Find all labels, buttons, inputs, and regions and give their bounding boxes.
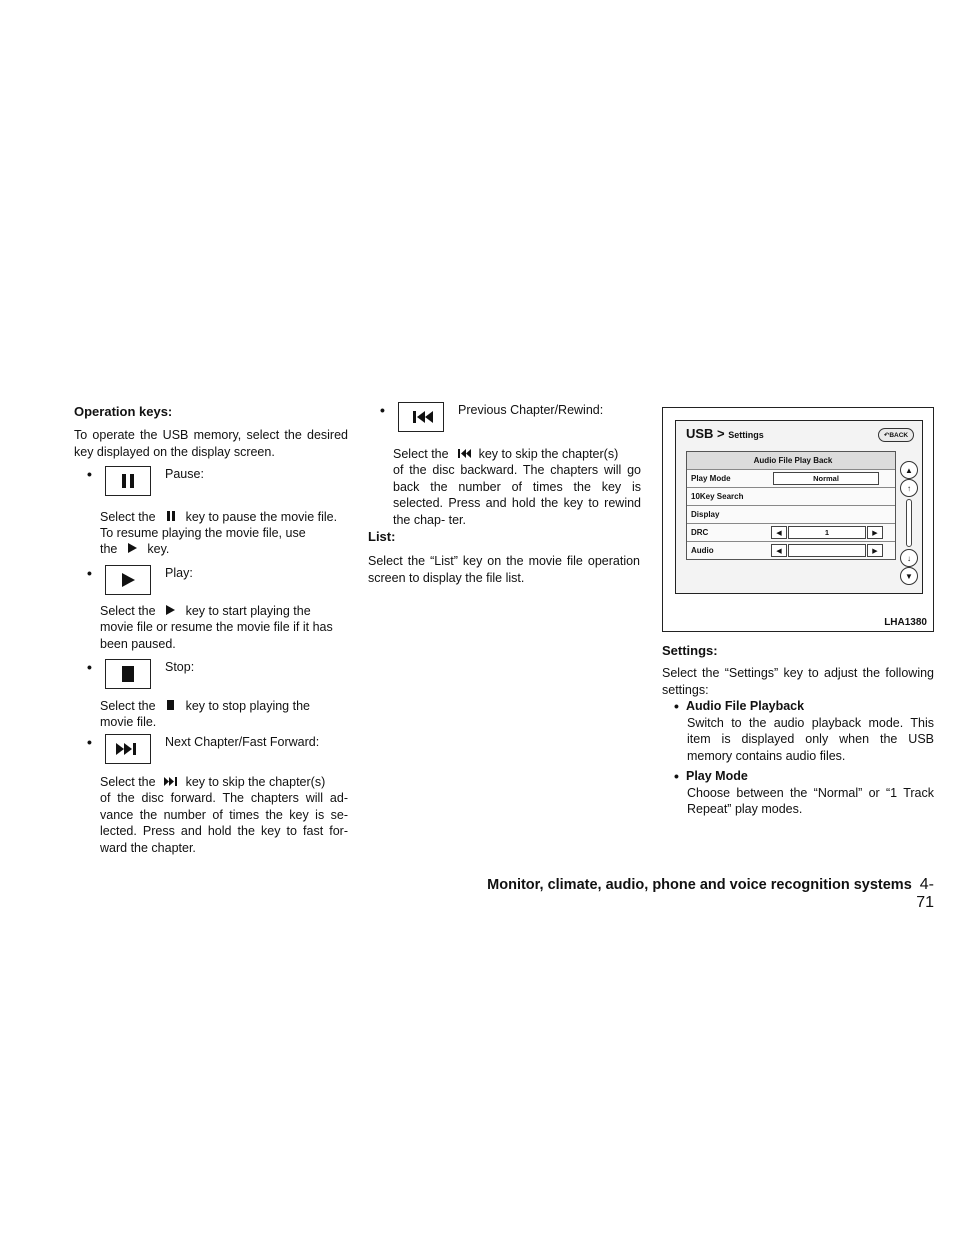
next-chapter-icon: [156, 774, 186, 791]
page-down-icon[interactable]: ▼: [900, 567, 918, 585]
drc-row: [687, 524, 895, 542]
pause-desc-line3: the key.: [100, 542, 170, 556]
scroll-track[interactable]: [906, 499, 912, 547]
stop-icon: [156, 698, 186, 715]
stop-desc-rest: movie file.: [100, 715, 157, 729]
settings-list: [686, 451, 896, 560]
page-up-icon[interactable]: ▲: [900, 461, 918, 479]
scroll-down-icon[interactable]: ↓: [900, 549, 918, 567]
item-desc: Choose between the “Normal” or “1 Track Repeat” play modes.: [687, 785, 934, 816]
play-key-item: [87, 565, 193, 595]
settings-body: Select the “Settings” key to adjust the following settings:: [662, 666, 934, 697]
row-label: Audio File Play Back: [753, 456, 833, 465]
row-label: DRC: [691, 528, 709, 537]
operation-keys-intro: To operate the USB memory, select the desired key displayed on the display screen.: [74, 428, 348, 459]
next-chapter-key-button[interactable]: [105, 734, 151, 764]
operation-keys-heading: Operation keys:: [74, 404, 173, 419]
bullet: •: [87, 659, 92, 675]
page-footer: [470, 876, 934, 912]
play-key-button[interactable]: [105, 565, 151, 595]
prev-chapter-icon: [449, 446, 479, 463]
play-icon: [156, 603, 186, 620]
play-mode-row[interactable]: [687, 470, 895, 488]
pause-key-item: [87, 466, 204, 496]
scrollbar[interactable]: [900, 461, 918, 591]
prev-chapter-key-label: Previous Chapter/Rewind:: [458, 403, 604, 417]
pause-desc-line1: Select the key to pause the movie file.: [100, 510, 338, 524]
next-key-item: [87, 734, 319, 764]
next-desc-line1: Select the key to skip the chapter(s): [100, 775, 326, 789]
prev-key-item: [380, 402, 603, 432]
figure-caption: LHA1380: [884, 617, 927, 628]
row-label: 10Key Search: [691, 492, 744, 501]
bullet: •: [87, 734, 92, 750]
prev-chapter-icon: [409, 411, 433, 423]
10key-search-row[interactable]: [687, 488, 895, 506]
pause-icon: [121, 473, 135, 489]
play-desc-line1: Select the key to start playing the: [100, 604, 311, 618]
stop-icon: [122, 666, 134, 682]
prev-desc-line1: Select the key to skip the chapter(s): [393, 447, 619, 461]
settings-screen: [675, 420, 923, 594]
settings-item-audio-file-playback: [674, 698, 934, 764]
prev-chapter-key-button[interactable]: [398, 402, 444, 432]
scroll-up-icon[interactable]: ↑: [900, 479, 918, 497]
item-title: Play Mode: [686, 769, 748, 783]
screen-title: USB > Settings: [686, 426, 764, 441]
settings-item-play-mode: [674, 768, 934, 818]
footer-section-title: Monitor, climate, audio, phone and voice recognition systems: [487, 877, 912, 893]
list-heading: List:: [368, 529, 396, 544]
pause-key-label: Pause:: [165, 467, 204, 481]
back-button[interactable]: ↶ BACK: [878, 428, 914, 442]
bullet: •: [87, 466, 92, 482]
row-label: Audio: [691, 546, 714, 555]
pause-key-button[interactable]: [105, 466, 151, 496]
drc-right-arrow-icon[interactable]: ▶: [867, 526, 883, 539]
stop-key-item: [87, 659, 194, 689]
settings-heading: Settings:: [662, 643, 718, 658]
page-number: 4-71: [916, 876, 934, 911]
item-desc: Switch to the audio playback mode. This item is displayed only when the USB memory contains audio files.: [687, 715, 934, 763]
display-row[interactable]: [687, 506, 895, 524]
row-label: Display: [691, 510, 720, 519]
audio-left-arrow-icon[interactable]: ◀: [771, 544, 787, 557]
audio-row: [687, 542, 895, 559]
prev-desc-rest: of the disc backward. The chapters will go back the number of times the key is selected. Press and hold the key to rewind the chap- ter.: [393, 463, 641, 527]
audio-value: [788, 544, 866, 557]
audio-file-playback-row[interactable]: [687, 452, 895, 470]
audio-right-arrow-icon[interactable]: ▶: [867, 544, 883, 557]
bullet: •: [87, 565, 92, 581]
pause-desc-line2: To resume playing the movie file, use: [100, 526, 306, 540]
next-chapter-key-label: Next Chapter/Fast Forward:: [165, 735, 320, 749]
pause-icon: [156, 509, 186, 526]
stop-key-label: Stop:: [165, 660, 195, 674]
play-mode-value: Normal: [773, 472, 879, 485]
item-title: Audio File Playback: [686, 699, 805, 713]
drc-value: 1: [788, 526, 866, 539]
play-icon: [117, 541, 147, 558]
stop-key-button[interactable]: [105, 659, 151, 689]
back-arrow-icon: ↶: [883, 432, 890, 439]
stop-desc-line1: Select the key to stop playing the: [100, 699, 310, 713]
play-key-label: Play:: [165, 566, 193, 580]
list-body: Select the “List” key on the movie file operation screen to display the file list.: [368, 554, 640, 585]
play-desc-rest: movie file or resume the movie file if it has been paused.: [100, 620, 333, 651]
settings-screen-figure: [662, 407, 934, 632]
next-chapter-icon: [116, 743, 140, 755]
bullet: •: [674, 698, 679, 714]
row-label: Play Mode: [691, 474, 731, 483]
play-icon: [121, 573, 135, 587]
next-desc-rest: of the disc forward. The chapters will ad- vance the number of times the key is se- lected. Press and hold the key to fast for- ward the chapter.: [100, 791, 348, 855]
bullet: •: [674, 768, 679, 784]
drc-left-arrow-icon[interactable]: ◀: [771, 526, 787, 539]
bullet: •: [380, 402, 385, 418]
